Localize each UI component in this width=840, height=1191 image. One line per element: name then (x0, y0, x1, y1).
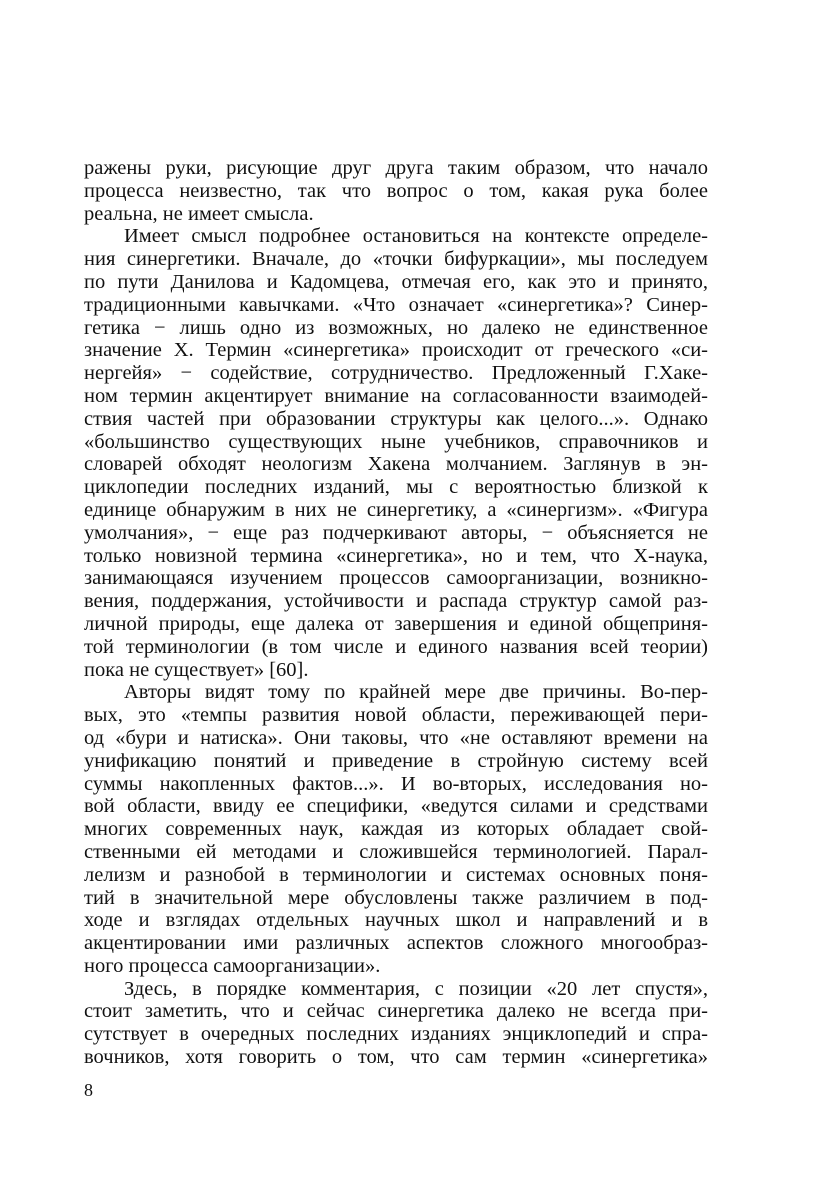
text-line: лелизм и разнобой в терминологии и системах основных поня- (84, 863, 708, 886)
text-line: «большинство существующих ныне учебников, справочников и (84, 430, 708, 453)
text-line: нергейя» − содействие, сотрудничество. Предложенный Г.Хаке- (84, 362, 708, 385)
body-text (84, 157, 708, 1069)
text-line: по пути Данилова и Кадомцева, отмечая его, как это и принято, (84, 270, 708, 293)
text-line: сутствует в очередных последних изданиях энциклопедий и спра- (84, 1023, 708, 1046)
text-line: Имеет смысл подробнее остановиться на контексте определе- (124, 225, 708, 248)
text-line: ния синергетики. Вначале, до «точки бифуркации», мы последуем (84, 248, 708, 271)
text-line: многих современных наук, каждая из которых обладает свой- (84, 818, 708, 841)
text-line: вочников, хотя говорить о том, что сам термин «синергетика» (84, 1046, 708, 1069)
text-line: процесса неизвестно, так что вопрос о том, какая рука более (84, 179, 708, 202)
text-line: ходе и взглядах отдельных научных школ и направлений и в (84, 909, 708, 932)
text-line: единице обнаружим в них не синергетику, а «синергизм». «Фигура (84, 498, 708, 521)
text-line: од «бури и натиска». Они таковы, что «не оставляют времени на (84, 726, 708, 749)
text-line: занимающаяся изучением процессов самоорганизации, возникно- (84, 567, 708, 590)
page-number: 8 (84, 1080, 93, 1100)
text-line: реальна, не имеет смысла. (84, 202, 314, 225)
text-line: гетика − лишь одно из возможных, но далеко не единственное (84, 316, 708, 339)
text-line: унификацию понятий и приведение в стройную систему всей (84, 749, 708, 772)
text-line: акцентировании ими различных аспектов сложного многообраз- (84, 932, 708, 955)
text-line: суммы накопленных фактов...». И во-вторых, исследования но- (84, 772, 708, 795)
text-line: ственными ей методами и сложившейся терминологией. Парал- (84, 840, 708, 863)
paragraph (84, 978, 708, 1069)
paragraph (84, 157, 708, 225)
paragraph (84, 681, 708, 977)
text-line: личной природы, еще далека от завершения и единой общеприня- (84, 612, 708, 635)
text-line: вения, поддержания, устойчивости и распада структур самой раз- (84, 590, 708, 613)
text-line: значение Х. Термин «синергетика» происходит от греческого «си- (84, 339, 708, 362)
text-line: той терминологии (в том числе и единого названия всей теории) (84, 635, 708, 658)
paragraph (84, 225, 708, 681)
text-line: ного процесса самоорганизации». (84, 954, 381, 977)
text-line: стоит заметить, что и сейчас синергетика далеко не всегда при- (84, 1000, 708, 1023)
text-line: только новизной термина «синергетика», но и тем, что Х-наука, (84, 544, 708, 567)
text-line: традиционными кавычками. «Что означает «синергетика»? Синер- (84, 293, 708, 316)
text-line: Авторы видят тому по крайней мере две причины. Во-пер- (124, 681, 708, 704)
text-line: вой области, ввиду ее специфики, «ведутся силами и средствами (84, 795, 708, 818)
text-line: пока не существует» [60]. (84, 658, 309, 681)
text-line: ствия частей при образовании структуры как целого...». Однако (84, 407, 708, 430)
text-line: циклопедии последних изданий, мы с вероятностью близкой к (84, 476, 708, 499)
text-line: словарей обходят неологизм Хакена молчанием. Заглянув в эн- (84, 453, 708, 476)
text-line: Здесь, в порядке комментария, с позиции «20 лет спустя», (124, 977, 708, 1000)
text-line: вых, это «темпы развития новой области, переживающей пери- (84, 704, 708, 727)
text-line: ном термин акцентирует внимание на согласованности взаимодей- (84, 384, 708, 407)
text-line: умолчания», − еще раз подчеркивают авторы, − объясняется не (84, 521, 708, 544)
text-line: тий в значительной мере обусловлены также различием в под- (84, 886, 708, 909)
text-line: ражены руки, рисующие друг друга таким образом, что начало (84, 157, 708, 179)
